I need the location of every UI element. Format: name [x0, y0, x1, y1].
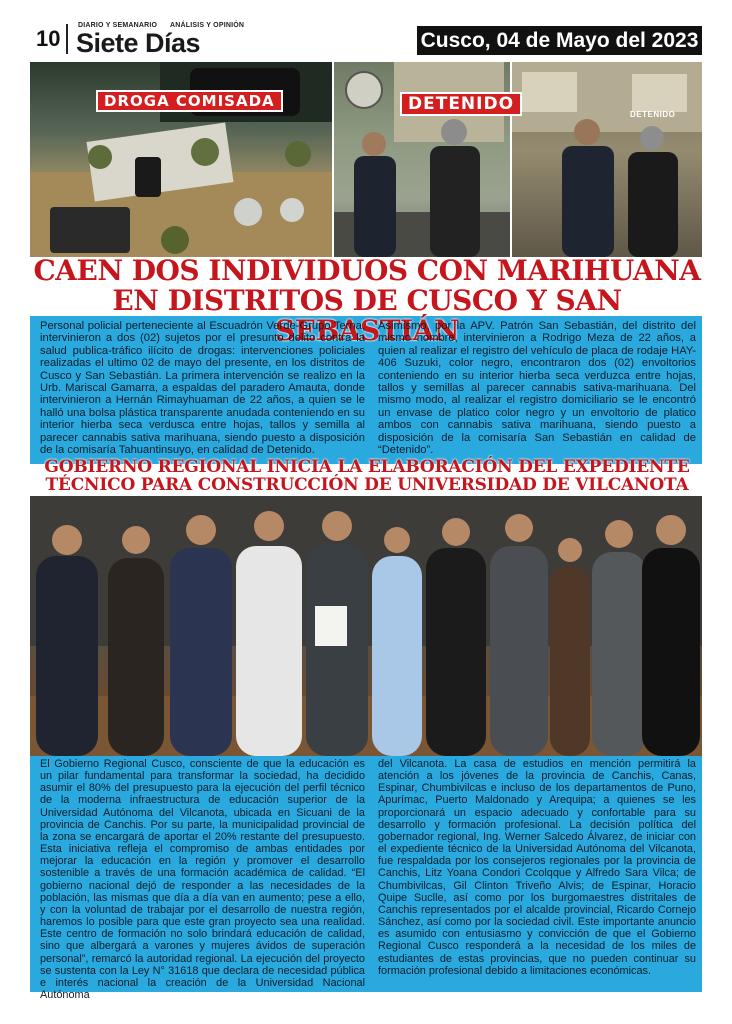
article-1-headline-line1: CAEN DOS INDIVIDUOS CON MARIHUANA	[33, 254, 701, 287]
masthead-subtitle-left: DIARIO Y SEMANARIO	[78, 22, 158, 29]
caption-droga-comisada: DROGA COMISADA	[96, 90, 283, 112]
article-2-headline-line1: GOBIERNO REGIONAL INICIA LA ELABORACIÓN DEL EXPEDIENTE	[44, 457, 690, 477]
article-1-headline-line2: EN DISTRITOS DE CUSCO Y SAN SEBASTIÁN	[112, 284, 622, 347]
group-photo-illustration	[30, 496, 702, 756]
article-1-column-1: Personal policial perteneciente al Escuadrón Verde-Grupo Terna, intervinieron a dos (02) sujetos por el presunto delito contra la salud publica-tráfico ilícito de drogas: intervenciones policiales realizadas el ultimo 02 de mayo del presente, en los distritos de Cusco y San Sebastián. La primera intervención se realizo en la Urb. Mariscal Gamarra, a espaldas del paradero Amauta, donde intervinieron a Hernán Rimayhuaman de 22 años, a quien se le halló una bolsa plástica transparente anudada conteniendo en su interior hierba seca verdusca entre hojas, tallos y semilla al parecer cannabis sativa marihuana, siendo puesto a disposición de la comisaría Tahuantinsuyo, en calidad de Detenido.	[40, 320, 365, 457]
article-2-column-2: del Vilcanota. La casa de estudios en mención permitirá la atención a los jóvenes de la provincia de Canchis, Canas, Espinar, Chumbivilcas e incluso de los departamentos de Puno, Apurímac, Puerto Maldonado y Arequipa; a quienes se les proporcionará un espacio adecuado y confortable para su desarrollo y formación profesional. La decisión política del gobernador regional, Ing. Werner Salcedo Álvarez, de iniciar con el expediente técnico de la Universidad Autónoma del Vilcanota, fue respaldada por los consejeros regionales por la provincia de Canchis, Litz Yoana Condori Ccolqque y Alfredo Sara Vilca; de Chumbivilcas, Gil Clinton Triveño Alvis; de Espinar, Horacio Quipe Suclle, así como por los burgomaestres distritales de Canchis representados por el alcalde provincial, Ricardo Cornejo Sánchez, así como por la sociedad civil. Este importante anuncio es asumido con entusiasmo y convicción de que el Gobierno Regional Cusco responderá a la necesidad de los miles de estudiantes de estas provincias, que no pueden continuar su formación profesional debido a limitaciones económicas.	[378, 758, 696, 977]
page-number: 10	[36, 26, 61, 51]
article-1-column-2: Asimismo, por la APV. Patrón San Sebastián, del distrito del mismo nombre, intervinieron a Rodrigo Meza de 22 años, a quien al realizar el registro del vehículo de placa de rodaje HAY-406 Suzuki, color negro, encontraron dos (02) envoltorios conteniendo en su interior hierba seca verduzca entre hojas, tallos y semillas al parecer cannabis sativa-marihuana. Del mismo modo, al realizar el registro domiciliario se le encontró un envase de platico color negro y un envoltorio de platico ambos con cannabis sativa marihuana, siendo puesto a disposición de la comisaría San Sebastián en calidad de “Detenido”.	[378, 320, 696, 457]
caption-detenido: DETENIDO	[400, 92, 522, 116]
photo-group-officials	[30, 496, 702, 756]
masthead-subtitle-right: ANÁLISIS Y OPINIÓN	[170, 22, 245, 29]
header-divider	[66, 24, 68, 54]
article-2-column-1: El Gobierno Regional Cusco, consciente de que la educación es un pilar fundamental para transformar la sociedad, ha decidido asumir el 80% del presupuesto para la ejecución del perfil técnico de la moderna infraestructura de educación superior de la Universidad Autónoma del Vilcanota, ubicada en Sicuani de la provincia de Canchis. Por su parte, la municipalidad provincial de la zona se encargará de aportar el 20% restante del presupuesto. Esta iniciativa refleja el compromiso de ambas entidades por mejorar la educación en la región y promover el desarrollo sostenible a través de una formación académica de calidad. “El gobierno nacional dejó de responder a las necesidades de la población, las mismas que día a día van en aumento; pese a ello, y con la voluntad de trabajar por el desarrollo de nuestra región, haremos lo posible para que este gran proyecto sea una realidad. Este centro de formación no solo brindará educación de calidad, sino que albergará a varones y mujeres ávidos de superación personal”, remarcó la autoridad regional. La ejecución del proyecto se sustenta con la Ley N° 31618 que declara de necesidad pública e interés nacional la creación de la Universidad Nacional Autónoma	[40, 758, 365, 1001]
masthead-logo: Siete Días	[76, 28, 201, 58]
article-2-headline	[22, 458, 712, 494]
detainee-2-illustration	[512, 62, 702, 257]
photo-detainee-2	[512, 62, 702, 257]
issue-date: Cusco, 04 de Mayo del 2023	[417, 26, 702, 55]
caption-detenido-small: DETENIDO	[630, 110, 676, 119]
article-2-headline-line2: TÉCNICO PARA CONSTRUCCIÓN DE UNIVERSIDAD DE VILCANOTA	[45, 475, 689, 495]
